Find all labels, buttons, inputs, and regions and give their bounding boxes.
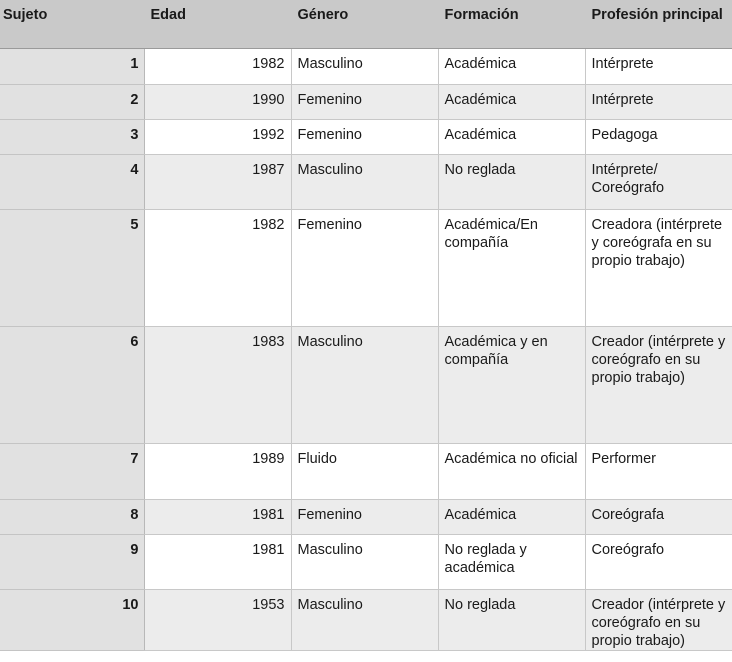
cell-training: Académica no oficial <box>438 443 585 499</box>
cell-subject: 10 <box>0 589 144 650</box>
header-age: Edad <box>144 0 291 48</box>
cell-subject: 7 <box>0 443 144 499</box>
cell-profession: Performer <box>585 443 732 499</box>
cell-gender: Femenino <box>291 209 438 326</box>
header-profession: Profesión principal <box>585 0 732 48</box>
cell-profession: Intérprete/ Coreógrafo <box>585 154 732 209</box>
cell-gender: Masculino <box>291 589 438 650</box>
cell-age: 1992 <box>144 119 291 154</box>
cell-subject: 4 <box>0 154 144 209</box>
table-row <box>0 443 732 499</box>
cell-training: No reglada <box>438 589 585 650</box>
cell-gender: Fluido <box>291 443 438 499</box>
cell-training: Académica <box>438 84 585 119</box>
cell-subject: 6 <box>0 326 144 443</box>
cell-gender: Femenino <box>291 499 438 534</box>
cell-age: 1981 <box>144 534 291 589</box>
cell-subject: 9 <box>0 534 144 589</box>
cell-subject: 3 <box>0 119 144 154</box>
cell-profession: Pedagoga <box>585 119 732 154</box>
cell-subject: 1 <box>0 48 144 84</box>
cell-training: Académica <box>438 48 585 84</box>
cell-subject: 2 <box>0 84 144 119</box>
table-row <box>0 154 732 209</box>
cell-age: 1982 <box>144 48 291 84</box>
cell-age: 1989 <box>144 443 291 499</box>
cell-profession: Intérprete <box>585 48 732 84</box>
table-row <box>0 499 732 534</box>
cell-age: 1983 <box>144 326 291 443</box>
table-row <box>0 48 732 84</box>
header-training: Formación <box>438 0 585 48</box>
cell-subject: 8 <box>0 499 144 534</box>
header-row <box>0 0 732 48</box>
cell-gender: Masculino <box>291 326 438 443</box>
table-row <box>0 534 732 589</box>
cell-training: Académica/En compañía <box>438 209 585 326</box>
header-gender: Género <box>291 0 438 48</box>
table-row <box>0 84 732 119</box>
cell-training: Académica y en compañía <box>438 326 585 443</box>
cell-gender: Masculino <box>291 154 438 209</box>
cell-gender: Masculino <box>291 534 438 589</box>
cell-profession: Coreógrafa <box>585 499 732 534</box>
table-row <box>0 326 732 443</box>
table-row <box>0 589 732 650</box>
cell-profession: Intérprete <box>585 84 732 119</box>
table-row <box>0 119 732 154</box>
cell-age: 1982 <box>144 209 291 326</box>
cell-gender: Femenino <box>291 119 438 154</box>
cell-training: No reglada y académica <box>438 534 585 589</box>
cell-age: 1990 <box>144 84 291 119</box>
cell-profession: Coreógrafo <box>585 534 732 589</box>
cell-profession: Creador (intérprete y coreógrafo en su propio trabajo) <box>585 326 732 443</box>
cell-gender: Masculino <box>291 48 438 84</box>
cell-profession: Creador (intérprete y coreógrafo en su propio trabajo) <box>585 589 732 650</box>
cell-training: Académica <box>438 499 585 534</box>
table-row <box>0 209 732 326</box>
cell-age: 1953 <box>144 589 291 650</box>
header-subject: Sujeto <box>0 0 144 48</box>
cell-gender: Femenino <box>291 84 438 119</box>
cell-profession: Creadora (intérprete y coreógrafa en su propio trabajo) <box>585 209 732 326</box>
cell-age: 1987 <box>144 154 291 209</box>
cell-training: No reglada <box>438 154 585 209</box>
cell-subject: 5 <box>0 209 144 326</box>
cell-training: Académica <box>438 119 585 154</box>
cell-age: 1981 <box>144 499 291 534</box>
